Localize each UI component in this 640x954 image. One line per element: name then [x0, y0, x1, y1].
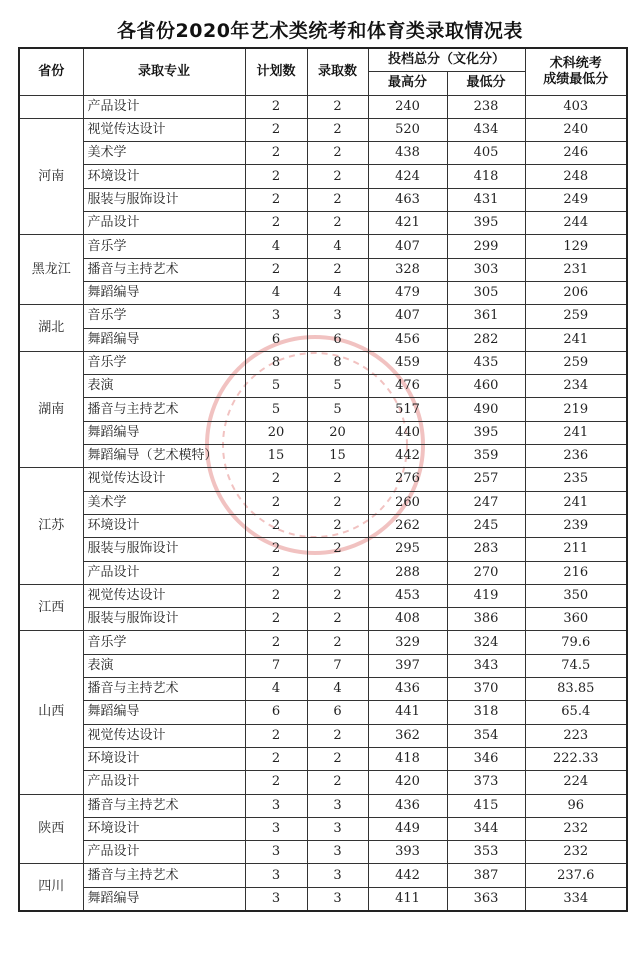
major-cell: 视觉传达设计 [83, 584, 245, 607]
admitted-cell: 4 [307, 235, 368, 258]
plan-cell: 2 [245, 514, 307, 537]
min-score-cell: 431 [447, 188, 525, 211]
major-cell: 环境设计 [83, 165, 245, 188]
province-cell: 湖南 [19, 351, 83, 467]
admitted-cell: 3 [307, 794, 368, 817]
plan-cell: 4 [245, 235, 307, 258]
art-min-score-cell: 249 [525, 188, 627, 211]
plan-cell: 2 [245, 142, 307, 165]
major-cell: 视觉传达设计 [83, 118, 245, 141]
art-min-score-cell: 241 [525, 491, 627, 514]
max-score-cell: 442 [368, 445, 447, 468]
province-cell: 山西 [19, 631, 83, 794]
major-cell: 舞蹈编导 [83, 281, 245, 304]
max-score-cell: 393 [368, 841, 447, 864]
admitted-cell: 7 [307, 654, 368, 677]
table-row [19, 631, 627, 654]
table-row [19, 608, 627, 631]
plan-cell: 2 [245, 608, 307, 631]
art-min-score-cell: 241 [525, 421, 627, 444]
max-score-cell: 240 [368, 95, 447, 118]
min-score-cell: 247 [447, 491, 525, 514]
admission-table [18, 47, 628, 912]
art-min-score-cell: 244 [525, 212, 627, 235]
max-score-cell: 456 [368, 328, 447, 351]
min-score-cell: 299 [447, 235, 525, 258]
plan-cell: 15 [245, 445, 307, 468]
major-cell: 美术学 [83, 142, 245, 165]
plan-cell: 2 [245, 584, 307, 607]
art-min-score-cell: 403 [525, 95, 627, 118]
max-score-cell: 436 [368, 794, 447, 817]
min-score-cell: 435 [447, 351, 525, 374]
major-cell: 舞蹈编导 [83, 887, 245, 911]
admitted-cell: 2 [307, 584, 368, 607]
max-score-cell: 288 [368, 561, 447, 584]
table-row [19, 212, 627, 235]
plan-cell: 2 [245, 538, 307, 561]
min-score-cell: 318 [447, 701, 525, 724]
table-row [19, 375, 627, 398]
art-min-score-cell: 219 [525, 398, 627, 421]
min-score-cell: 395 [447, 212, 525, 235]
province-cell: 陕西 [19, 794, 83, 864]
art-min-score-cell: 239 [525, 514, 627, 537]
admitted-cell: 6 [307, 701, 368, 724]
plan-cell: 2 [245, 561, 307, 584]
plan-cell: 2 [245, 258, 307, 281]
major-cell: 服装与服饰设计 [83, 608, 245, 631]
plan-cell: 2 [245, 747, 307, 770]
art-min-score-cell: 232 [525, 841, 627, 864]
major-cell: 表演 [83, 375, 245, 398]
admitted-cell: 2 [307, 491, 368, 514]
art-min-score-cell: 235 [525, 468, 627, 491]
min-score-cell: 245 [447, 514, 525, 537]
table-row [19, 421, 627, 444]
art-min-score-cell: 360 [525, 608, 627, 631]
max-score-cell: 362 [368, 724, 447, 747]
major-cell: 环境设计 [83, 514, 245, 537]
max-score-cell: 442 [368, 864, 447, 887]
plan-cell: 2 [245, 631, 307, 654]
table-row [19, 398, 627, 421]
max-score-cell: 517 [368, 398, 447, 421]
plan-cell: 3 [245, 841, 307, 864]
plan-cell: 20 [245, 421, 307, 444]
min-score-cell: 353 [447, 841, 525, 864]
max-score-cell: 408 [368, 608, 447, 631]
table-row [19, 817, 627, 840]
admitted-cell: 2 [307, 95, 368, 118]
admitted-cell: 2 [307, 212, 368, 235]
header-max: 最高分 [368, 72, 447, 95]
table-row [19, 95, 627, 118]
major-cell: 环境设计 [83, 817, 245, 840]
min-score-cell: 370 [447, 678, 525, 701]
art-min-score-cell: 232 [525, 817, 627, 840]
major-cell: 产品设计 [83, 95, 245, 118]
table-row [19, 584, 627, 607]
major-cell: 服装与服饰设计 [83, 538, 245, 561]
table-row [19, 864, 627, 887]
art-min-score-cell: 129 [525, 235, 627, 258]
min-score-cell: 387 [447, 864, 525, 887]
admitted-cell: 2 [307, 514, 368, 537]
min-score-cell: 434 [447, 118, 525, 141]
art-min-score-cell: 246 [525, 142, 627, 165]
table-row [19, 514, 627, 537]
table-row [19, 678, 627, 701]
max-score-cell: 440 [368, 421, 447, 444]
max-score-cell: 479 [368, 281, 447, 304]
plan-cell: 3 [245, 887, 307, 911]
art-min-score-cell: 236 [525, 445, 627, 468]
admitted-cell: 15 [307, 445, 368, 468]
admitted-cell: 2 [307, 188, 368, 211]
plan-cell: 6 [245, 701, 307, 724]
art-min-score-cell: 350 [525, 584, 627, 607]
art-min-score-cell: 96 [525, 794, 627, 817]
min-score-cell: 354 [447, 724, 525, 747]
admitted-cell: 2 [307, 538, 368, 561]
major-cell: 产品设计 [83, 561, 245, 584]
min-score-cell: 419 [447, 584, 525, 607]
table-row [19, 887, 627, 911]
major-cell: 音乐学 [83, 235, 245, 258]
header-province: 省份 [19, 48, 83, 95]
header-admitted: 录取数 [307, 48, 368, 95]
admitted-cell: 2 [307, 258, 368, 281]
table-row [19, 724, 627, 747]
admitted-cell: 4 [307, 281, 368, 304]
header-art-min-line1: 术科统考 [549, 55, 602, 71]
max-score-cell: 449 [368, 817, 447, 840]
table-row [19, 165, 627, 188]
admitted-cell: 8 [307, 351, 368, 374]
header-major: 录取专业 [83, 48, 245, 95]
table-row [19, 305, 627, 328]
min-score-cell: 270 [447, 561, 525, 584]
max-score-cell: 476 [368, 375, 447, 398]
max-score-cell: 411 [368, 887, 447, 911]
plan-cell: 2 [245, 118, 307, 141]
art-min-score-cell: 223 [525, 724, 627, 747]
min-score-cell: 361 [447, 305, 525, 328]
admitted-cell: 5 [307, 375, 368, 398]
art-min-score-cell: 83.85 [525, 678, 627, 701]
art-min-score-cell: 259 [525, 305, 627, 328]
max-score-cell: 436 [368, 678, 447, 701]
major-cell: 播音与主持艺术 [83, 794, 245, 817]
province-cell: 江苏 [19, 468, 83, 584]
max-score-cell: 397 [368, 654, 447, 677]
header-plan: 计划数 [245, 48, 307, 95]
major-cell: 舞蹈编导 [83, 421, 245, 444]
header-art-min [525, 48, 627, 95]
page-title: 各省份2020年艺术类统考和体育类录取情况表 [117, 20, 523, 42]
max-score-cell: 262 [368, 514, 447, 537]
plan-cell: 2 [245, 771, 307, 794]
admitted-cell: 3 [307, 305, 368, 328]
art-min-score-cell: 65.4 [525, 701, 627, 724]
major-cell: 播音与主持艺术 [83, 258, 245, 281]
art-min-score-cell: 222.33 [525, 747, 627, 770]
art-min-score-cell: 248 [525, 165, 627, 188]
admitted-cell: 3 [307, 817, 368, 840]
min-score-cell: 283 [447, 538, 525, 561]
max-score-cell: 424 [368, 165, 447, 188]
admitted-cell: 2 [307, 771, 368, 794]
admitted-cell: 3 [307, 887, 368, 911]
admitted-cell: 6 [307, 328, 368, 351]
max-score-cell: 453 [368, 584, 447, 607]
plan-cell: 5 [245, 398, 307, 421]
major-cell: 美术学 [83, 491, 245, 514]
admitted-cell: 2 [307, 608, 368, 631]
header-total-score: 投档总分（文化分） [368, 48, 525, 72]
max-score-cell: 407 [368, 305, 447, 328]
max-score-cell: 260 [368, 491, 447, 514]
table-row [19, 771, 627, 794]
major-cell: 表演 [83, 654, 245, 677]
max-score-cell: 441 [368, 701, 447, 724]
min-score-cell: 386 [447, 608, 525, 631]
max-score-cell: 328 [368, 258, 447, 281]
major-cell: 播音与主持艺术 [83, 864, 245, 887]
art-min-score-cell: 216 [525, 561, 627, 584]
plan-cell: 5 [245, 375, 307, 398]
admitted-cell: 2 [307, 118, 368, 141]
max-score-cell: 276 [368, 468, 447, 491]
admitted-cell: 2 [307, 468, 368, 491]
admitted-cell: 4 [307, 678, 368, 701]
province-cell: 湖北 [19, 305, 83, 352]
table-row [19, 351, 627, 374]
admitted-cell: 2 [307, 165, 368, 188]
major-cell: 产品设计 [83, 841, 245, 864]
art-min-score-cell: 237.6 [525, 864, 627, 887]
admitted-cell: 2 [307, 561, 368, 584]
major-cell: 播音与主持艺术 [83, 398, 245, 421]
table-body [19, 95, 627, 911]
min-score-cell: 346 [447, 747, 525, 770]
art-min-score-cell: 231 [525, 258, 627, 281]
plan-cell: 2 [245, 212, 307, 235]
table-row [19, 281, 627, 304]
major-cell: 产品设计 [83, 771, 245, 794]
province-cell [19, 95, 83, 118]
art-min-score-cell: 74.5 [525, 654, 627, 677]
admitted-cell: 2 [307, 747, 368, 770]
major-cell: 音乐学 [83, 631, 245, 654]
table-row [19, 701, 627, 724]
min-score-cell: 303 [447, 258, 525, 281]
major-cell: 舞蹈编导 [83, 328, 245, 351]
max-score-cell: 407 [368, 235, 447, 258]
max-score-cell: 459 [368, 351, 447, 374]
major-cell: 播音与主持艺术 [83, 678, 245, 701]
min-score-cell: 405 [447, 142, 525, 165]
plan-cell: 2 [245, 724, 307, 747]
table-row [19, 235, 627, 258]
major-cell: 舞蹈编导（艺术模特） [83, 445, 245, 468]
min-score-cell: 238 [447, 95, 525, 118]
admitted-cell: 2 [307, 631, 368, 654]
art-min-score-cell: 206 [525, 281, 627, 304]
province-cell: 四川 [19, 864, 83, 911]
plan-cell: 2 [245, 95, 307, 118]
art-min-score-cell: 334 [525, 887, 627, 911]
table-row [19, 747, 627, 770]
plan-cell: 3 [245, 817, 307, 840]
major-cell: 音乐学 [83, 305, 245, 328]
header-art-min-line2: 成绩最低分 [543, 71, 609, 87]
max-score-cell: 329 [368, 631, 447, 654]
art-min-score-cell: 79.6 [525, 631, 627, 654]
art-min-score-cell: 234 [525, 375, 627, 398]
major-cell: 产品设计 [83, 212, 245, 235]
min-score-cell: 373 [447, 771, 525, 794]
min-score-cell: 363 [447, 887, 525, 911]
table-row [19, 188, 627, 211]
province-cell: 江西 [19, 584, 83, 631]
min-score-cell: 460 [447, 375, 525, 398]
table-row [19, 538, 627, 561]
max-score-cell: 295 [368, 538, 447, 561]
major-cell: 音乐学 [83, 351, 245, 374]
table-row [19, 561, 627, 584]
max-score-cell: 520 [368, 118, 447, 141]
admitted-cell: 2 [307, 142, 368, 165]
min-score-cell: 415 [447, 794, 525, 817]
plan-cell: 4 [245, 678, 307, 701]
table-row [19, 841, 627, 864]
plan-cell: 8 [245, 351, 307, 374]
table-row [19, 654, 627, 677]
admitted-cell: 5 [307, 398, 368, 421]
admitted-cell: 20 [307, 421, 368, 444]
table-row [19, 794, 627, 817]
min-score-cell: 344 [447, 817, 525, 840]
art-min-score-cell: 224 [525, 771, 627, 794]
min-score-cell: 418 [447, 165, 525, 188]
province-cell: 河南 [19, 118, 83, 234]
max-score-cell: 418 [368, 747, 447, 770]
table-row [19, 118, 627, 141]
plan-cell: 2 [245, 188, 307, 211]
min-score-cell: 490 [447, 398, 525, 421]
header-min: 最低分 [447, 72, 525, 95]
plan-cell: 2 [245, 491, 307, 514]
table-row [19, 258, 627, 281]
min-score-cell: 257 [447, 468, 525, 491]
max-score-cell: 463 [368, 188, 447, 211]
plan-cell: 3 [245, 794, 307, 817]
art-min-score-cell: 241 [525, 328, 627, 351]
plan-cell: 3 [245, 305, 307, 328]
min-score-cell: 324 [447, 631, 525, 654]
plan-cell: 6 [245, 328, 307, 351]
max-score-cell: 421 [368, 212, 447, 235]
major-cell: 视觉传达设计 [83, 468, 245, 491]
plan-cell: 2 [245, 468, 307, 491]
min-score-cell: 282 [447, 328, 525, 351]
admitted-cell: 3 [307, 864, 368, 887]
plan-cell: 7 [245, 654, 307, 677]
table-row [19, 445, 627, 468]
plan-cell: 4 [245, 281, 307, 304]
table-row [19, 328, 627, 351]
plan-cell: 3 [245, 864, 307, 887]
table-row [19, 142, 627, 165]
admitted-cell: 3 [307, 841, 368, 864]
art-min-score-cell: 211 [525, 538, 627, 561]
admitted-cell: 2 [307, 724, 368, 747]
table-row [19, 468, 627, 491]
table-row [19, 491, 627, 514]
major-cell: 服装与服饰设计 [83, 188, 245, 211]
major-cell: 舞蹈编导 [83, 701, 245, 724]
min-score-cell: 359 [447, 445, 525, 468]
max-score-cell: 420 [368, 771, 447, 794]
plan-cell: 2 [245, 165, 307, 188]
min-score-cell: 343 [447, 654, 525, 677]
art-min-score-cell: 259 [525, 351, 627, 374]
art-min-score-cell: 240 [525, 118, 627, 141]
min-score-cell: 395 [447, 421, 525, 444]
province-cell: 黑龙江 [19, 235, 83, 305]
major-cell: 视觉传达设计 [83, 724, 245, 747]
major-cell: 环境设计 [83, 747, 245, 770]
max-score-cell: 438 [368, 142, 447, 165]
min-score-cell: 305 [447, 281, 525, 304]
